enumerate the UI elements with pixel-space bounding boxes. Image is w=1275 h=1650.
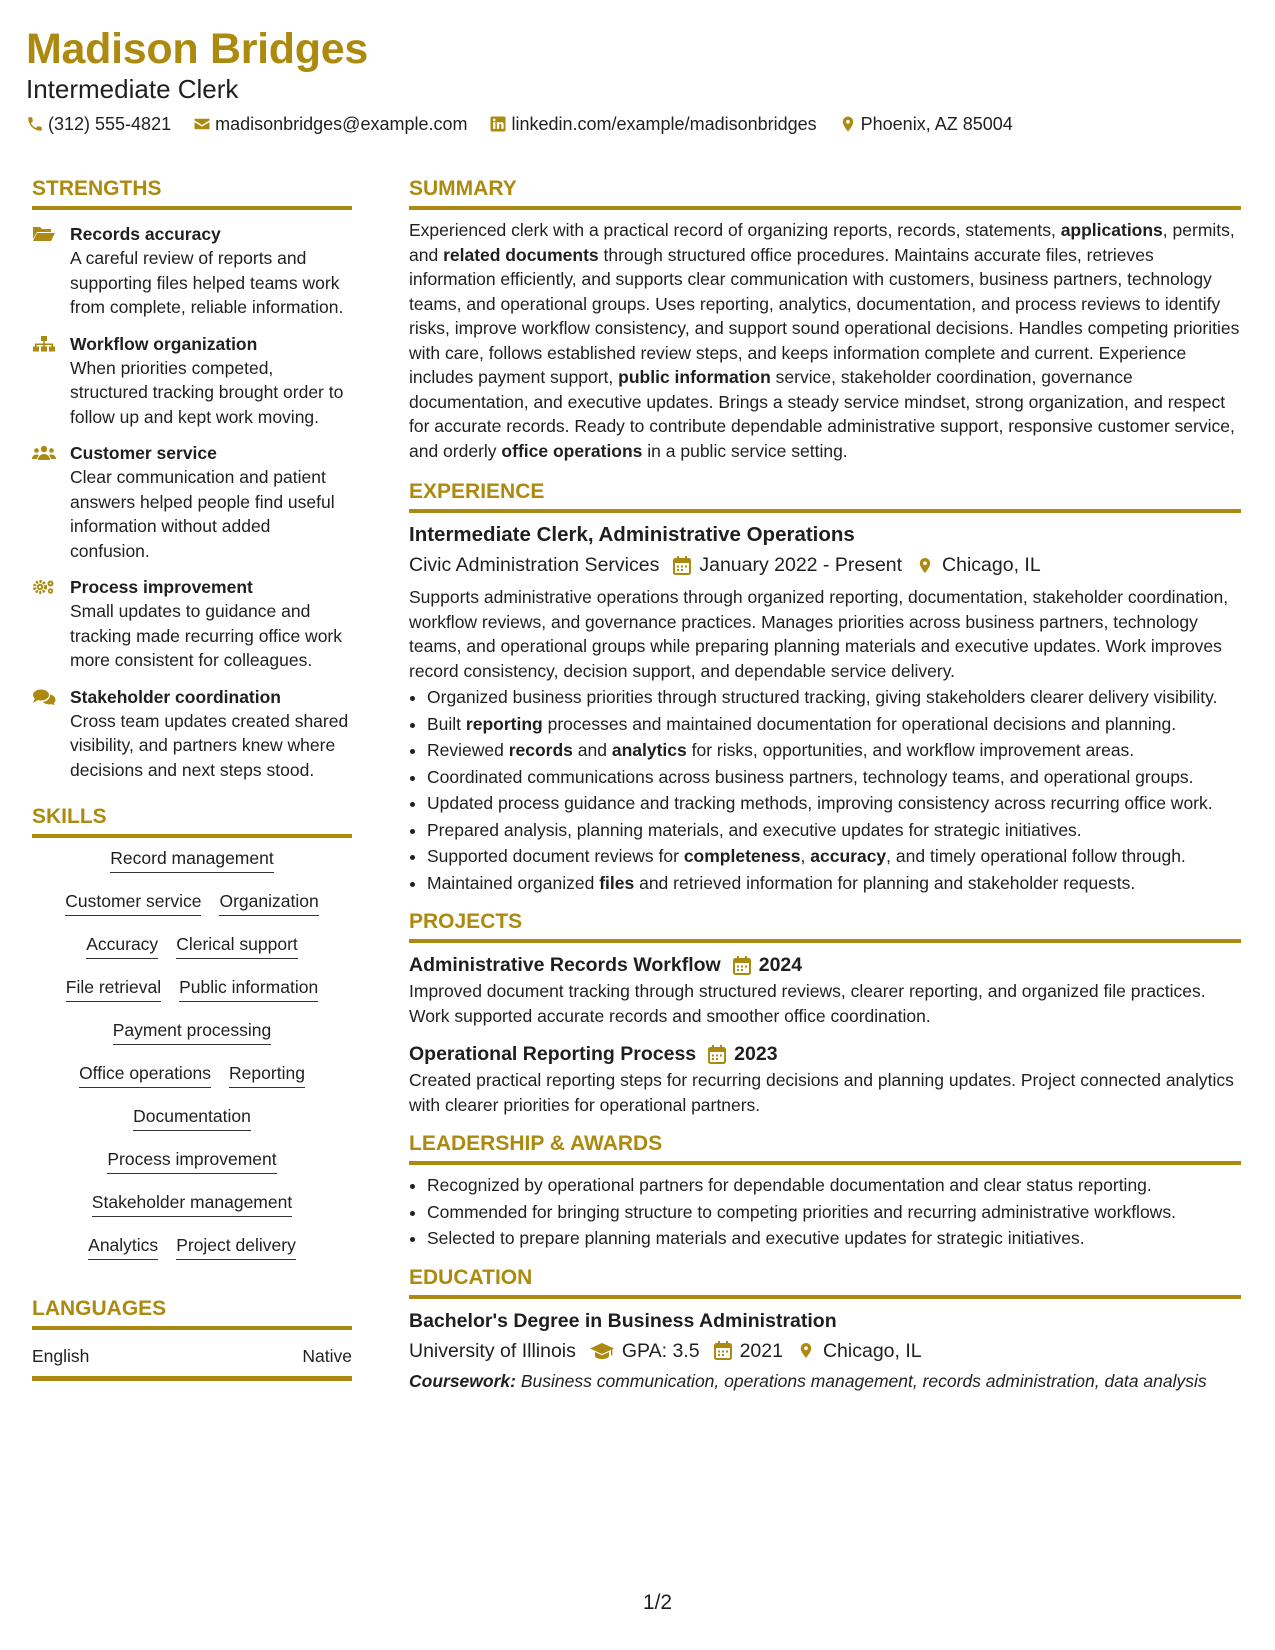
skill-tag: Public information — [179, 975, 318, 1002]
text-run: through structured office procedures. Maintains accurate files, retrieves information efficiently, and supports clear communication with customers, business partners, technology teams, and operational groups. Uses reporting, analytics, documentation, and process reviews to identify risks, improve workflow consistency, and support sound operational decisions. Handles competing priorities with care, follows established review steps, and keeps information complete and current. Experience includes payment support, — [409, 244, 1240, 387]
bold-text: accuracy — [810, 846, 887, 866]
page-number: 1/2 — [642, 1591, 673, 1614]
skill-tag: Clerical support — [176, 932, 298, 959]
text-run: and retrieved information for planning and stakeholder requests. — [634, 872, 1136, 893]
project-title: Administrative Records Workflow — [409, 954, 721, 976]
phone-text: (312) 555-4821 — [48, 114, 172, 134]
bold-text: records — [508, 740, 573, 760]
projects-section — [409, 909, 1241, 1117]
job-location: Chicago, IL — [942, 554, 1041, 576]
project-title: Operational Reporting Process — [409, 1043, 697, 1065]
project-year: 2023 — [734, 1043, 778, 1065]
bold-text: related documents — [443, 244, 599, 265]
text-run: , — [800, 846, 811, 866]
text-run: Experienced clerk with a practical record of organizing reports, records, statements, — [409, 220, 1061, 240]
calendar-icon — [673, 556, 691, 575]
education-meta — [409, 1337, 1241, 1365]
text-run: processes and maintained documentation for operational decisions and planning. — [542, 713, 1177, 734]
project-year: 2024 — [758, 954, 803, 976]
strength-desc: When priorities competed, structured tracking brought order to follow up and kept work moving. — [70, 357, 344, 427]
contact-bar — [26, 112, 1245, 136]
skill-row — [32, 1104, 352, 1131]
bold-text: public information — [618, 367, 771, 387]
map-marker-icon — [797, 1341, 815, 1360]
candidate-name: Madison Bridges — [26, 25, 368, 73]
text-run: Supported document reviews for — [427, 846, 684, 866]
text-run: in a public service setting. — [642, 440, 848, 461]
strengths-section — [32, 176, 352, 782]
projects-heading: PROJECTS — [409, 909, 1241, 943]
strength-item — [32, 441, 352, 563]
skill-tag: Project delivery — [176, 1233, 296, 1260]
company-name: Civic Administration Services — [409, 554, 660, 576]
skill-tag: Process improvement — [107, 1147, 276, 1174]
skill-tag: Reporting — [229, 1061, 305, 1088]
text-run: Organized business priorities through structured tracking, giving stakeholders clearer delivery visibility. — [427, 687, 1218, 707]
skills-list — [32, 846, 352, 1260]
left-column — [32, 176, 352, 1381]
strength-title: Workflow organization — [70, 333, 258, 354]
bold-text: reporting — [465, 713, 543, 734]
skill-tag: Customer service — [65, 889, 201, 916]
users-icon — [32, 445, 56, 461]
map-marker-icon — [839, 115, 857, 133]
skill-row — [32, 975, 352, 1002]
skill-row — [32, 1233, 352, 1260]
strengths-heading: STRENGTHS — [32, 176, 352, 210]
project-item — [409, 951, 1241, 1028]
skills-heading: SKILLS — [32, 804, 352, 838]
text-run: for risks, opportunities, and workflow improvement areas. — [686, 740, 1135, 760]
project-desc: Created practical reporting steps for recurring decisions and planning updates. Project connected analytics with clearer priorities for operational partners. — [409, 1070, 1234, 1115]
right-column — [409, 176, 1241, 1393]
language-level: Native — [302, 1346, 352, 1366]
gears-icon — [32, 579, 56, 595]
strength-title: Records accuracy — [70, 224, 221, 244]
bold-text: applications — [1060, 220, 1163, 240]
school-location: Chicago, IL — [822, 1339, 922, 1362]
bold-text: files — [599, 872, 635, 893]
coursework — [409, 1369, 1241, 1394]
strength-item — [32, 332, 352, 430]
skill-tag: Analytics — [88, 1233, 158, 1260]
languages-heading: LANGUAGES — [32, 1296, 352, 1330]
resume-header — [26, 24, 1245, 136]
graduation-year: 2021 — [739, 1339, 783, 1362]
strength-item — [32, 685, 352, 783]
linkedin-icon — [489, 115, 507, 133]
skill-tag: Organization — [219, 889, 318, 916]
map-marker-icon — [916, 556, 934, 575]
bold-text: office operations — [501, 440, 643, 461]
list-item — [427, 685, 1241, 710]
bold-text: completeness — [683, 846, 801, 866]
strength-item — [32, 222, 352, 320]
text-run: service, stakeholder coordination, governance documentation, and executive updates. Brings a steady service mindset, strong organization, and respect for accurate records. Ready to contribute dependable administrative support, responsive customer service, and orderly — [409, 367, 1235, 461]
gpa: GPA: 3.5 — [621, 1339, 700, 1362]
leadership-heading: LEADERSHIP & AWARDS — [409, 1131, 1241, 1165]
strength-desc: Clear communication and patient answers helped people find useful information without added confusion. — [70, 467, 335, 561]
text-run: and — [572, 740, 612, 760]
skill-row — [32, 1018, 352, 1045]
project-title-row — [409, 1040, 1241, 1068]
skill-row — [32, 846, 352, 873]
list-item: • Recognized by operational partners for dependable documentation and clear status reporting. — [427, 1173, 1241, 1198]
calendar-icon — [708, 1045, 726, 1064]
skill-tag: Accuracy — [86, 932, 158, 959]
list-item — [427, 712, 1241, 737]
strength-title: Stakeholder coordination — [70, 686, 281, 707]
list-item — [427, 871, 1241, 896]
job-description: Supports administrative operations through organized reporting, documentation, stakeholder coordination, workflow reviews, and governance practices. Manages priorities across business partners, technology teams, and operational groups while preparing planning materials and executive updates. Work improves record consistency, decision support, and dependable service delivery. — [409, 587, 1229, 681]
comments-icon — [32, 689, 56, 705]
text-run: Prepared analysis, planning materials, and executive updates for strategic initiatives. — [427, 819, 1082, 840]
candidate-title: Intermediate Clerk — [26, 74, 239, 104]
sitemap-icon — [32, 336, 56, 352]
strength-desc: Cross team updates created shared visibility, and partners knew where decisions and next steps stood. — [70, 710, 349, 780]
strength-item — [32, 575, 352, 673]
skill-tag: Stakeholder management — [92, 1190, 292, 1217]
degree-title: Bachelor's Degree in Business Administration — [409, 1309, 837, 1332]
summary-section — [409, 176, 1241, 463]
experience-section — [409, 479, 1241, 895]
text-run: , permits, and — [409, 220, 1235, 265]
education-section — [409, 1265, 1241, 1394]
skill-tag: Record management — [110, 846, 273, 873]
skill-row — [32, 1061, 352, 1088]
calendar-icon — [714, 1341, 732, 1360]
school-name: University of Illinois — [409, 1339, 576, 1362]
contact-email[interactable] — [193, 112, 467, 136]
skill-row — [32, 1147, 352, 1174]
languages-section — [32, 1296, 352, 1381]
contact-phone — [26, 112, 171, 136]
list-item — [427, 738, 1241, 763]
list-item — [427, 791, 1241, 816]
text-run: Updated process guidance and tracking methods, improving consistency across recurring office work. — [427, 793, 1213, 813]
text-run: , and timely operational follow through. — [886, 846, 1186, 866]
skill-tag: Documentation — [133, 1104, 251, 1131]
job-title: Intermediate Clerk, Administrative Operations — [409, 523, 855, 546]
list-item: • Commended for bringing structure to competing priorities and recurring administrative workflows. — [427, 1200, 1241, 1225]
strength-title: Customer service — [70, 443, 217, 463]
summary-text — [409, 218, 1241, 463]
skill-tag: Payment processing — [113, 1018, 272, 1045]
leadership-bullets — [409, 1173, 1241, 1251]
graduation-cap-icon — [590, 1341, 614, 1360]
calendar-icon — [733, 956, 751, 975]
text-run: Maintained organized — [427, 872, 600, 893]
coursework-label: Coursework: — [409, 1370, 516, 1391]
email-text[interactable]: madisonbridges@example.com — [215, 114, 468, 134]
skill-row — [32, 932, 352, 959]
contact-linkedin[interactable] — [489, 112, 816, 136]
job-dates: January 2022 - Present — [699, 554, 903, 576]
phone-icon — [26, 115, 44, 133]
job-bullets — [409, 685, 1241, 895]
list-item — [427, 844, 1241, 869]
language-name: English — [32, 1346, 90, 1366]
summary-heading: SUMMARY — [409, 176, 1241, 210]
strength-title: Process improvement — [70, 577, 253, 597]
text-run: Built — [427, 713, 466, 734]
location-text: Phoenix, AZ 85004 — [860, 114, 1013, 134]
list-item — [427, 765, 1241, 790]
list-item — [427, 818, 1241, 843]
skill-row — [32, 889, 352, 916]
bold-text: analytics — [611, 740, 687, 760]
text-run: Coordinated communications across business partners, technology teams, and operational groups. — [427, 766, 1194, 787]
skill-tag: File retrieval — [66, 975, 161, 1002]
project-item — [409, 1040, 1241, 1117]
coursework-text: Business communication, operations management, records administration, data analysis — [520, 1370, 1207, 1391]
skill-tag: Office operations — [79, 1061, 211, 1088]
education-heading: EDUCATION — [409, 1265, 1241, 1299]
contact-location — [839, 112, 1013, 136]
experience-heading: EXPERIENCE — [409, 479, 1241, 513]
strength-desc: Small updates to guidance and tracking made recurring office work more consistent for colleagues. — [70, 601, 343, 670]
list-item: • Selected to prepare planning materials and executive updates for strategic initiatives. — [427, 1226, 1241, 1251]
text-run: Reviewed — [427, 740, 509, 760]
job-meta — [409, 551, 1241, 579]
folder-open-icon — [32, 226, 56, 242]
skills-section — [32, 804, 352, 1260]
envelope-icon — [193, 115, 211, 133]
strength-desc: A careful review of reports and supporting files helped teams work from complete, reliable information. — [70, 248, 344, 317]
language-row — [32, 1344, 352, 1381]
project-desc: Improved document tracking through structured reviews, clearer reporting, and organized file practices. Work supported accurate records and smoother office coordination. — [409, 981, 1206, 1026]
project-title-row — [409, 951, 1241, 979]
skill-row — [32, 1190, 352, 1217]
linkedin-text[interactable]: linkedin.com/example/madisonbridges — [511, 114, 817, 134]
leadership-section — [409, 1131, 1241, 1251]
